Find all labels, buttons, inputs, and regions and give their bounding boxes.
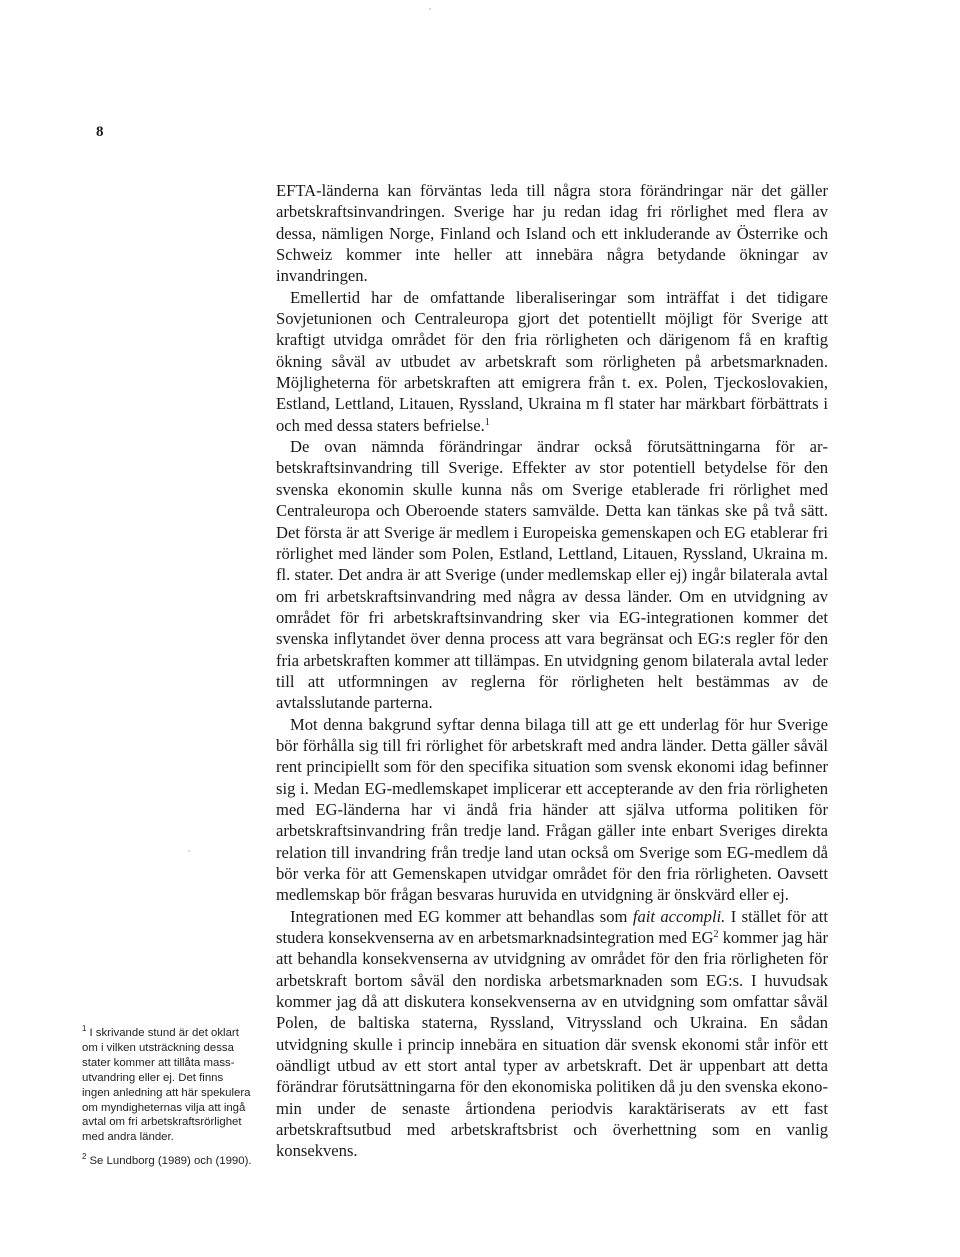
paragraph: Integrationen med EG kommer att behandlas som fait accompli. I stället för att studera konsekvenserna av en arbetsmarknadsintegration med $EG^2$ kommer jag här att behandla konsekvenserna av utvidgning av området för den fria rörligheten för arbetskraft bortom såväl den nordiska arbetsmarknaden som EG:s. I huvudsak kommer jag då att diskutera konsekvenserna av en utvidgning som omfattar såväl Polen, de baltiska staterna, Ryssland, Vitryssland och Ukraina. En sådan utvidgning skulle i princip innebära en situation där svensk ekonomi står inför ett oändligt utbud av ett stort antal typer av arbetskraft. Det är uppenbart att detta förändrar förutsättningarna för den ekonomiska politiken då ju den svenska ekonomin under de senaste årtiondena periodvis karaktäriserats av ett fast arbetskraftsutbud med arbetskraftsbrist och överhettning som en vanlig konsekvens. [276,906,829,1161]
footnotes [82,1026,252,1178]
italic-phrase: fait accompli. [632,906,726,926]
paragraph: EFTA-länderna kan förväntas leda till några stora förändringar när det gäller arbetskraftsinvandringen. Sverige har ju redan idag fri rörlighet med flera av dessa, nämligen Norge, Finland och Island och ett inkluderande av Österrike och Schweiz kommer inte heller att innebära några betydande ökningar av invandringen. [276,181,828,286]
paragraph: Emellertid har de omfattande liberaliseringar som inträffat i det tidigare Sovjetunionen och Centraleuropa gjort det potentiellt möjligt för Sverige att kraftigt utvidga området för den fria rörligheten och därigenom få en kraftig ökning såväl av utbudet av arbetskraft som rörligheten på arbetsmarknaden. Möjligheterna för arbetskraften att emigrera från t. ex. Polen, Tjeckoslovakien, Estland, Lettland, Litauen, Ryssland, Ukraina m fl stater har märkbart förbättrats i och med dessa staters befrielse.$^1$ [276,287,828,435]
footnote-mark: 2 [82,1152,87,1162]
footnote-ref: 2 [713,929,719,941]
body-text [276,180,828,1162]
paragraph: Mot denna bakgrund syftar denna bilaga till att ge ett underlag för hur Sverige bör förhålla sig till fri rörlighet för arbetskraft med andra länder. Detta gäller såväl rent principiellt som för den specifika situation som svensk ekonomi idag befinner sig i. Medan EG-medlemskapet implicerar ett accepterande av den fria rörligheten med EG-länderna har vi ändå fria händer att själva utforma politiken för arbetskraftsinvandring från tredje land. Frågan gäller inte enbart Sveriges direkta relation till invandring från tredje land utan också om Sverige som EG-medlem då bör verka för att Gemenskapen utvidgar området för den fria rörligheten. Oavsett medlemskap bör frågan besvaras huruvida en utvidgning är önskvärd eller ej. [276,714,828,905]
footnote: $^2$ Se Lundborg (1989) och (1990). [82,1152,252,1168]
scan-speck [429,8,431,10]
scan-speck [188,850,190,852]
footnote-ref: 1 [484,416,490,428]
footnote-mark: 1 [82,1024,87,1033]
page-number: 8 [96,124,104,140]
paragraph: De ovan nämnda förändringar ändrar också förutsättningarna för arbetskraftsinvandring till Sverige. Effekter av stor potentiell betydelse för den svenska ekonomin skulle kunna nås om Sverige etablerade fri rörlighet med Centraleuropa och Oberoende staters samvälde. Detta kan tänkas ske på två sätt. Det första är att Sverige är medlem i Europeiska gemenskapen och EG etablerar fri rörlighet med länder som Polen, Estland, Lettland, Litauen, Ryssland, Ukraina m. fl. stater. Det andra är att Sverige (under medlemskap eller ej) ingår bilaterala avtal om fri arbetskraftsinvandring med några av dessa länder. Om en utvidgning av området för fri arbetskraftsinvandring sker via EG-integrationen kommer det svenska inflytandet över denna process att vara begränsat och EG:s regler för den fria arbetskraften kommer att tillämpas. En utvidgning genom bilaterala avtal leder till att utformningen av reglerna för rörligheten helt bestämmas av de avtalsslutande parterna. [276,437,828,713]
footnote: $^1$ I skrivande stund är det oklart om i vilken utsträckning dessa stater kommer att tillåta massutvandring eller ej. Det finns ingen anledning att här spekulera om myndigheternas vilja att ingå avtal om fri arbetskraftsrörlighet med andra länder. [82,1024,251,1144]
